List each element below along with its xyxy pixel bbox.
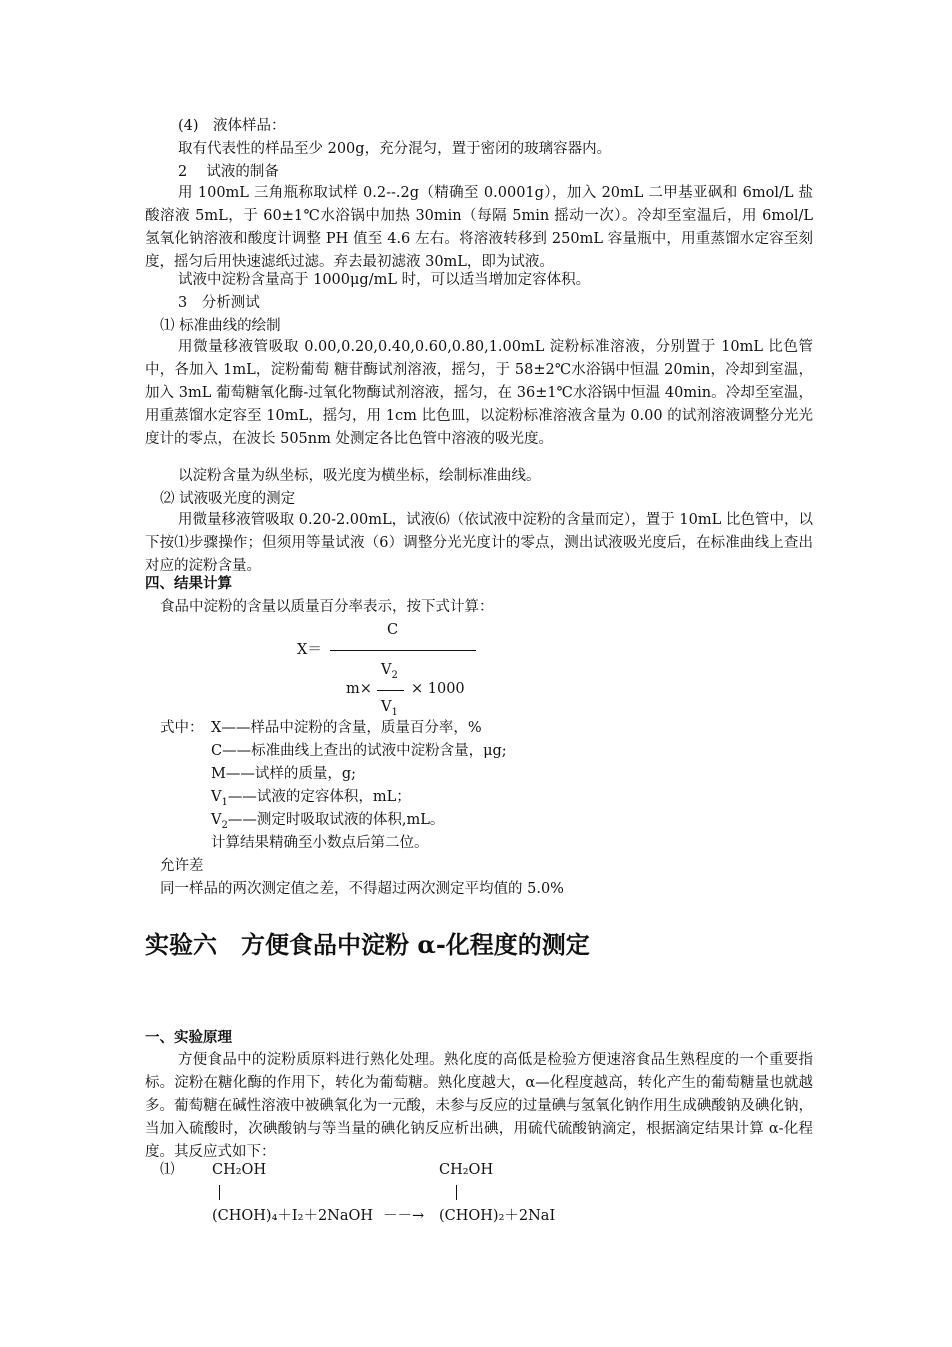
reaction-left-top: CH₂OH <box>212 1162 267 1178</box>
section-3-heading: 3 分析测试 <box>178 295 260 311</box>
reaction-arrow: －－→ <box>383 1208 425 1224</box>
formula-lhs: X＝ <box>297 642 322 658</box>
tolerance-text: 同一样品的两次测定值之差，不得超过两次测定平均值的 5.0% <box>160 881 564 897</box>
reaction-left-bond <box>219 1185 220 1200</box>
sub2-paragraph: 用微量移液管吸取 0.20-2.00mL，试液⑹（依试液中淀粉的含量而定），置于 10mL 比色管中，以下按⑴步骤操作；但须用等量试液（6）调整分光光度计的零点，测出试液吸光度后，在标准曲线上查出对应的淀粉含量。 <box>145 512 813 574</box>
sub1-paragraph: 用微量移液管吸取 0.00,0.20,0.40,0.60,0.80,1.00mL 淀粉标准溶液，分别置于 10mL 比色管中，各加入 1mL，淀粉葡萄 糖苷酶试剂溶液，摇匀，于 58±2℃水浴锅中恒温 20min，冷却到室温，加入 3mL 葡萄糖氧化酶-过氧化物酶试剂溶液，摇匀，在 36±1℃水浴锅中恒温 40min。冷却至室温，用重蒸馏水定容至 10mL，摇匀，用 1cm 比色皿，以淀粉标准溶液含量为 0.00 的试剂溶液调整分光光度计的零点，在波长 505nm 处测定各比色管中溶液的吸光度。 <box>145 339 813 447</box>
formula-factor: × 1000 <box>411 681 465 697</box>
formula-m-part: m× <box>346 681 372 697</box>
reaction-label: ⑴ <box>160 1162 175 1178</box>
reaction-left-bottom: (CHOH)₄＋I₂＋2NaOH <box>212 1208 374 1224</box>
reaction-right-bond <box>456 1185 457 1200</box>
section-4-text: 取有代表性的样品至少 200g，充分混匀，置于密闭的玻璃容器内。 <box>178 141 612 157</box>
where-label: 式中： <box>160 720 204 736</box>
experiment-6-title: 实验六 方便食品中淀粉 α-化程度的测定 <box>145 930 590 959</box>
reaction-right-top: CH₂OH <box>439 1162 494 1178</box>
sub1-heading: ⑴ 标准曲线的绘制 <box>160 318 281 334</box>
def-x: X——样品中淀粉的含量，质量百分率，% <box>211 720 482 736</box>
def-v1: $V_1——$试液的定容体积，mL； <box>211 789 411 808</box>
formula-v-denominator: $V_1$ <box>381 699 398 718</box>
precision-note: 计算结果精确至小数点后第二位。 <box>211 835 429 851</box>
formula-numerator: C <box>387 622 399 638</box>
results-intro: 食品中淀粉的含量以质量百分率表示，按下式计算： <box>160 599 494 615</box>
principle-heading: 一、实验原理 <box>145 1029 232 1046</box>
sub1-paragraph-2: 以淀粉含量为纵坐标，吸光度为横坐标，绘制标准曲线。 <box>178 468 541 484</box>
results-heading: 四、结果计算 <box>145 575 232 592</box>
def-c: C——标准曲线上查出的试液中淀粉含量，μg; <box>211 743 507 759</box>
def-v2: $V_2——$测定时吸取试液的体积,mL。 <box>211 812 445 831</box>
reaction-right-bottom: (CHOH)₂＋2NaI <box>439 1208 556 1224</box>
section-2-note: 试液中淀粉含量高于 1000μg/mL 时，可以适当增加定容体积。 <box>178 272 591 288</box>
def-m: M——试样的质量，g; <box>211 766 357 782</box>
formula-v-fraction-bar <box>377 690 404 691</box>
tolerance-heading: 允许差 <box>160 858 204 874</box>
principle-paragraph: 方便食品中的淀粉质原料进行熟化处理。熟化度的高低是检验方便速溶食品生熟程度的一个重要指标。淀粉在糖化酶的作用下，转化为葡萄糖。熟化度越大，α—化程度越高，转化产生的葡萄糖量也就越多。葡萄糖在碱性溶液中被碘氧化为一元酸，未参与反应的过量碘与氢氧化钠作用生成碘酸钠及碘化钠，当加入硫酸时，次碘酸钠与等当量的碘化钠反应析出碘，用硫代硫酸钠滴定，根据滴定结果计算 α-化程度。其反应式如下： <box>145 1052 813 1160</box>
section-4-heading: (4) 液体样品： <box>178 118 286 134</box>
formula-v-numerator: $V_2$ <box>381 662 398 681</box>
formula-main-fraction-bar <box>330 650 476 651</box>
section-2-paragraph: 用 100mL 三角瓶称取试样 0.2--.2g（精确至 0.0001g），加入 20mL 二甲基亚砜和 6mol/L 盐酸溶液 5mL，于 60±1℃水浴锅中加热 30min（每隔 5min 摇动一次）。冷却至室温后，用 6mol/L 氢氧化钠溶液和酸度计调整 PH 值至 4.6 左右。将溶液转移到 250mL 容量瓶中，用重蒸馏水定容至刻度，摇匀后用快速滤纸过滤。弃去最初滤液 30mL，即为试液。 <box>145 185 813 270</box>
section-2-heading: 2 试液的制备 <box>178 164 279 180</box>
sub2-heading: ⑵ 试液吸光度的测定 <box>160 491 296 507</box>
